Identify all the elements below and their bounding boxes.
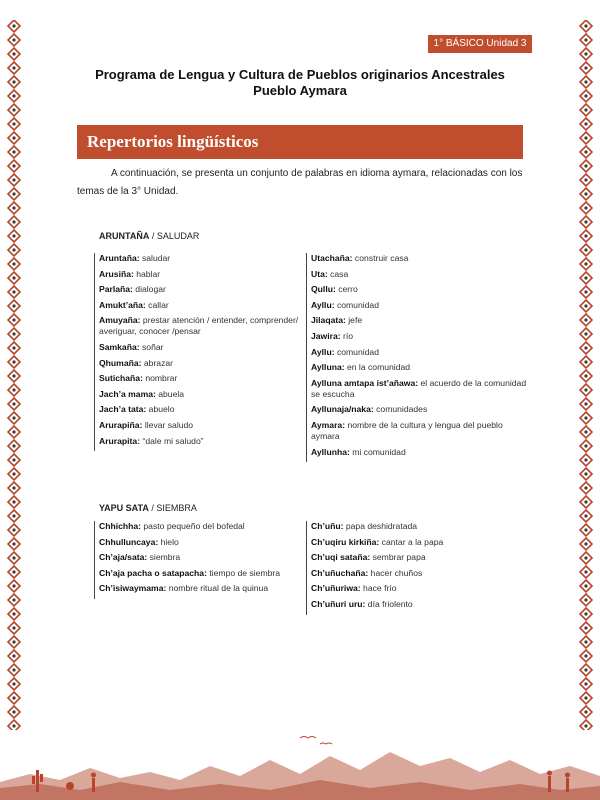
vocab-definition: comunidades [373, 404, 428, 415]
vocab-definition: soñar [139, 341, 164, 352]
vocab-term: Samkaña: [99, 341, 140, 352]
vocab-term: Aymara: [311, 419, 346, 430]
vocab-entry [311, 284, 531, 295]
vocab-definition: casa [327, 268, 349, 279]
vocab-term: Ch’isiwaymama: [99, 583, 167, 594]
vocab-definition: hablar [133, 268, 161, 279]
vocab-definition: llevar saludo [142, 419, 194, 430]
vocab-definition: abuela [155, 388, 185, 399]
vocab-entry [311, 404, 531, 415]
vocab-definition: dialogar [132, 284, 166, 295]
vocab-term: Utachaña: [311, 253, 353, 263]
vocab-entry [311, 315, 531, 326]
vocab-definition: construir casa [352, 253, 409, 263]
vocab-entry [99, 404, 299, 415]
vocab-term: Ch’uñuriwa: [311, 583, 361, 594]
vocab-entry [99, 552, 299, 563]
vocab-term: Ayllunha: [311, 446, 350, 457]
vocab-term: Ch’aja/sata: [99, 552, 148, 563]
vocab-definition: abrazar [141, 357, 174, 368]
vocab-definition: nombre de la cultura y lengua del pueblo aymara [311, 419, 503, 441]
vocab-term: Amukt’aña: [99, 299, 146, 310]
vocab-entry [99, 521, 299, 532]
program-title [0, 67, 600, 99]
vocab-term: Jawira: [311, 330, 341, 341]
vocab-entry [99, 436, 299, 447]
vocab-entry [99, 568, 299, 579]
vocab-definition: cerro [335, 284, 358, 295]
vocab-definition: hielo [158, 536, 179, 547]
vocab-definition: “dale mi saludo” [140, 435, 204, 446]
vocab-term: Parlaña: [99, 284, 133, 295]
vocab-definition: papa deshidratada [343, 521, 418, 531]
decorative-border-right [576, 20, 596, 730]
vocab-definition: saludar [139, 253, 171, 263]
vocab-term: Chhulluncaya: [99, 536, 159, 547]
vocab-term: Ch’uñu: [311, 521, 344, 531]
program-title-line2: Pueblo Aymara [253, 83, 347, 98]
intro-paragraph: A continuación, se presenta un conjunto de palabras en idioma aymara, relacionadas con los temas de la 3° Unidad. [77, 168, 523, 197]
decorative-border-left [4, 20, 24, 730]
vocab-column-right [306, 253, 531, 462]
vocab-entry [311, 378, 531, 400]
vocab-definition: siembra [147, 552, 181, 563]
vocab-entry [99, 358, 299, 369]
vocab-entry [311, 568, 531, 579]
vocab-term: Aylluna amtapa ist’añawa: [311, 377, 419, 388]
vocab-term: Ch’aja pacha o satapacha: [99, 567, 207, 578]
vocab-entry [99, 269, 299, 280]
vocab-definition: comunidad [334, 299, 379, 310]
vocab-term: Ch’uñuchaña: [311, 567, 369, 578]
vocab-term: Amuyaña: [99, 315, 141, 326]
vocab-entry [99, 420, 299, 431]
vocab-definition: prestar atención / entender, comprender/ averiguar, conocer /pensar [99, 315, 299, 337]
section-title: Repertorios lingüísticos [87, 132, 259, 151]
vocab-entry [311, 599, 531, 610]
vocab-term: Arurapiña: [99, 419, 143, 430]
program-title-line1: Programa de Lengua y Cultura de Pueblos originarios Ancestrales [95, 67, 505, 82]
block-heading-aruntana [99, 231, 199, 241]
vocab-entry [99, 253, 299, 264]
vocab-entry [99, 537, 299, 548]
vocab-entry [99, 284, 299, 295]
vocab-term: Aylluna: [311, 362, 345, 373]
vocab-term: Aruntaña: [99, 253, 140, 263]
vocab-term: Jach’a mama: [99, 388, 156, 399]
vocab-term: Jach’a tata: [99, 404, 147, 415]
vocab-term: Sutichaña: [99, 373, 143, 384]
vocab-column-left [94, 253, 299, 451]
vocab-entry [311, 362, 531, 373]
vocab-entry [311, 331, 531, 342]
vocab-entry [99, 342, 299, 353]
vocab-definition: el acuerdo de la comunidad se escucha [311, 377, 527, 399]
vocab-entry [311, 300, 531, 311]
vocab-entry [311, 420, 531, 442]
vocab-definition: callar [145, 299, 169, 310]
vocab-term: Ch’uqiru kirkiña: [311, 536, 380, 547]
block-heading-rest: / SIEMBRA [148, 503, 197, 513]
vocab-entry [99, 300, 299, 311]
vocab-definition: comunidad [334, 346, 379, 357]
vocab-entry [99, 389, 299, 400]
vocab-definition: en la comunidad [344, 362, 411, 373]
vocab-term: Ch’uqi sataña: [311, 552, 371, 563]
vocab-term: Uta: [311, 268, 328, 279]
vocab-term: Arurapita: [99, 435, 141, 446]
vocab-definition: abuelo [146, 404, 175, 415]
section-banner [77, 125, 523, 159]
vocab-term: Ch’uñuri uru: [311, 598, 366, 609]
vocab-entry [99, 373, 299, 384]
block-heading-rest: / SALUDAR [149, 231, 200, 241]
vocab-definition: mi comunidad [349, 446, 406, 457]
vocab-entry [311, 537, 531, 548]
vocab-term: Arusiña: [99, 268, 134, 279]
vocab-entry [311, 253, 531, 264]
grade-unit-badge: 1° BÁSICO Unidad 3 [428, 35, 532, 53]
vocab-entry [311, 583, 531, 594]
vocab-definition: pasto pequeño del bofedal [141, 521, 245, 531]
vocab-definition: río [340, 330, 354, 341]
vocab-definition: cantar a la papa [379, 536, 444, 547]
vocab-entry [311, 447, 531, 458]
vocab-term: Qullu: [311, 284, 336, 295]
vocab-definition: nombrar [142, 373, 178, 384]
block-heading-yapu-sata [99, 503, 197, 513]
vocab-definition: sembrar papa [370, 552, 426, 563]
vocab-definition: tiempo de siembra [206, 567, 281, 578]
vocab-term: Qhumaña: [99, 357, 142, 368]
vocab-term: Ayllu: [311, 346, 335, 357]
vocab-definition: hace frío [360, 583, 397, 594]
block-heading-term: ARUNTAÑA [99, 231, 150, 241]
vocab-entry [311, 552, 531, 563]
vocab-column-right [306, 521, 531, 615]
vocab-column-left [94, 521, 299, 599]
vocab-definition: jefe [345, 315, 363, 326]
vocab-entry [99, 583, 299, 594]
block-heading-term: YAPU SATA [99, 503, 149, 513]
vocab-term: Jilaqata: [311, 315, 346, 326]
vocab-entry [311, 347, 531, 358]
vocab-entry [311, 269, 531, 280]
footer-landscape-illustration [0, 730, 600, 800]
vocab-entry [99, 315, 299, 337]
vocab-term: Chhichha: [99, 521, 142, 531]
vocab-definition: hacer chuños [368, 567, 423, 578]
vocab-definition: nombre ritual de la quinua [166, 583, 269, 594]
vocab-term: Ayllunaja/naka: [311, 404, 374, 415]
vocab-term: Ayllu: [311, 299, 335, 310]
vocab-definition: día friolento [365, 598, 413, 609]
vocab-entry [311, 521, 531, 532]
